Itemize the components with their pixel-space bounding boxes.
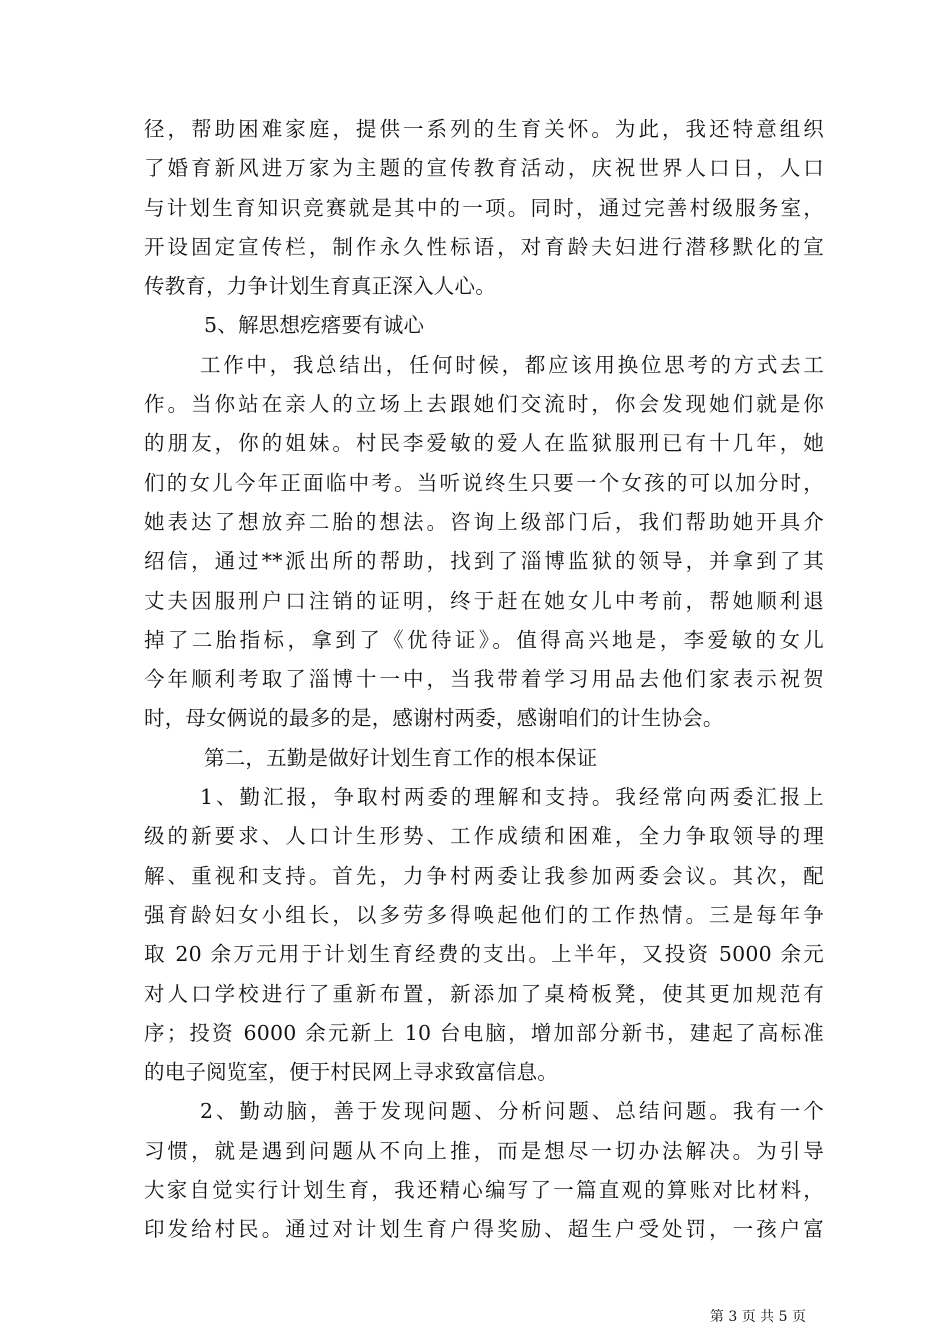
text-line: 强育龄妇女小组长，以多劳多得唤起他们的工作热情。三是每年争 <box>144 902 824 927</box>
document-body <box>144 110 824 1250</box>
text-line: 习惯，就是遇到问题从不向上推，而是想尽一切办法解决。为引导 <box>144 1138 824 1163</box>
text-line: 序；投资 6000 余元新上 10 台电脑，增加部分新书，建起了高标准 <box>144 1020 824 1045</box>
section-heading: 5、解思想疙瘩要有诚心 <box>204 313 425 338</box>
text-line: 对人口学校进行了重新布置，新添加了桌椅板凳，使其更加规范有 <box>144 981 824 1006</box>
text-line: 2、勤动脑，善于发现问题、分析问题、总结问题。我有一个 <box>200 1099 824 1124</box>
text-line: 大家自觉实行计划生育，我还精心编写了一篇直观的算账对比材料， <box>144 1178 824 1203</box>
section-heading: 第二，五勤是做好计划生育工作的根本保证 <box>204 745 598 770</box>
text-line: 传教育，力争计划生育真正深入人心。 <box>144 274 496 299</box>
text-line: 级的新要求、人口计生形势、工作成绩和困难，全力争取领导的理 <box>144 824 824 849</box>
text-line: 丈夫因服刑户口注销的证明，终于赶在她女儿中考前，帮她顺利退 <box>144 588 824 613</box>
text-line: 印发给村民。通过对计划生育户得奖励、超生户受处罚，一孩户富 <box>144 1217 824 1242</box>
text-line: 取 20 余万元用于计划生育经费的支出。上半年，又投资 5000 余元 <box>144 942 824 967</box>
text-line: 绍信，通过**派出所的帮助，找到了淄博监狱的领导，并拿到了其 <box>144 549 824 574</box>
text-line: 的电子阅览室，便于村民网上寻求致富信息。 <box>144 1060 558 1085</box>
text-line: 她表达了想放弃二胎的想法。咨询上级部门后，我们帮助她开具介 <box>144 509 824 534</box>
text-line: 了婚育新风进万家为主题的宣传教育活动，庆祝世界人口日，人口 <box>144 156 824 181</box>
text-line: 时，母女俩说的最多的是，感谢村两委，感谢咱们的计生协会。 <box>144 706 724 731</box>
text-line: 1、勤汇报，争取村两委的理解和支持。我经常向两委汇报上 <box>200 785 824 810</box>
page-number: 第 3 页 共 5 页 <box>709 1309 806 1325</box>
text-line: 作。当你站在亲人的立场上去跟她们交流时，你会发现她们就是你 <box>144 392 824 417</box>
text-line: 今年顺利考取了淄博十一中，当我带着学习用品去他们家表示祝贺 <box>144 667 824 692</box>
text-line: 掉了二胎指标，拿到了《优待证》。值得高兴地是，李爱敏的女儿 <box>144 627 824 652</box>
text-line: 径，帮助困难家庭，提供一系列的生育关怀。为此，我还特意组织 <box>144 117 824 141</box>
text-line: 的朋友，你的姐妹。村民李爱敏的爱人在监狱服刑已有十几年，她 <box>144 431 824 456</box>
text-line: 开设固定宣传栏，制作永久性标语，对育龄夫妇进行潜移默化的宣 <box>144 234 824 259</box>
text-line: 们的女儿今年正面临中考。当听说终生只要一个女孩的可以加分时， <box>144 470 824 495</box>
text-line: 解、重视和支持。首先，力争村两委让我参加两委会议。其次，配 <box>144 863 824 888</box>
text-line: 与计划生育知识竞赛就是其中的一项。同时，通过完善村级服务室， <box>144 195 824 220</box>
text-line: 工作中，我总结出，任何时候，都应该用换位思考的方式去工 <box>200 352 824 377</box>
